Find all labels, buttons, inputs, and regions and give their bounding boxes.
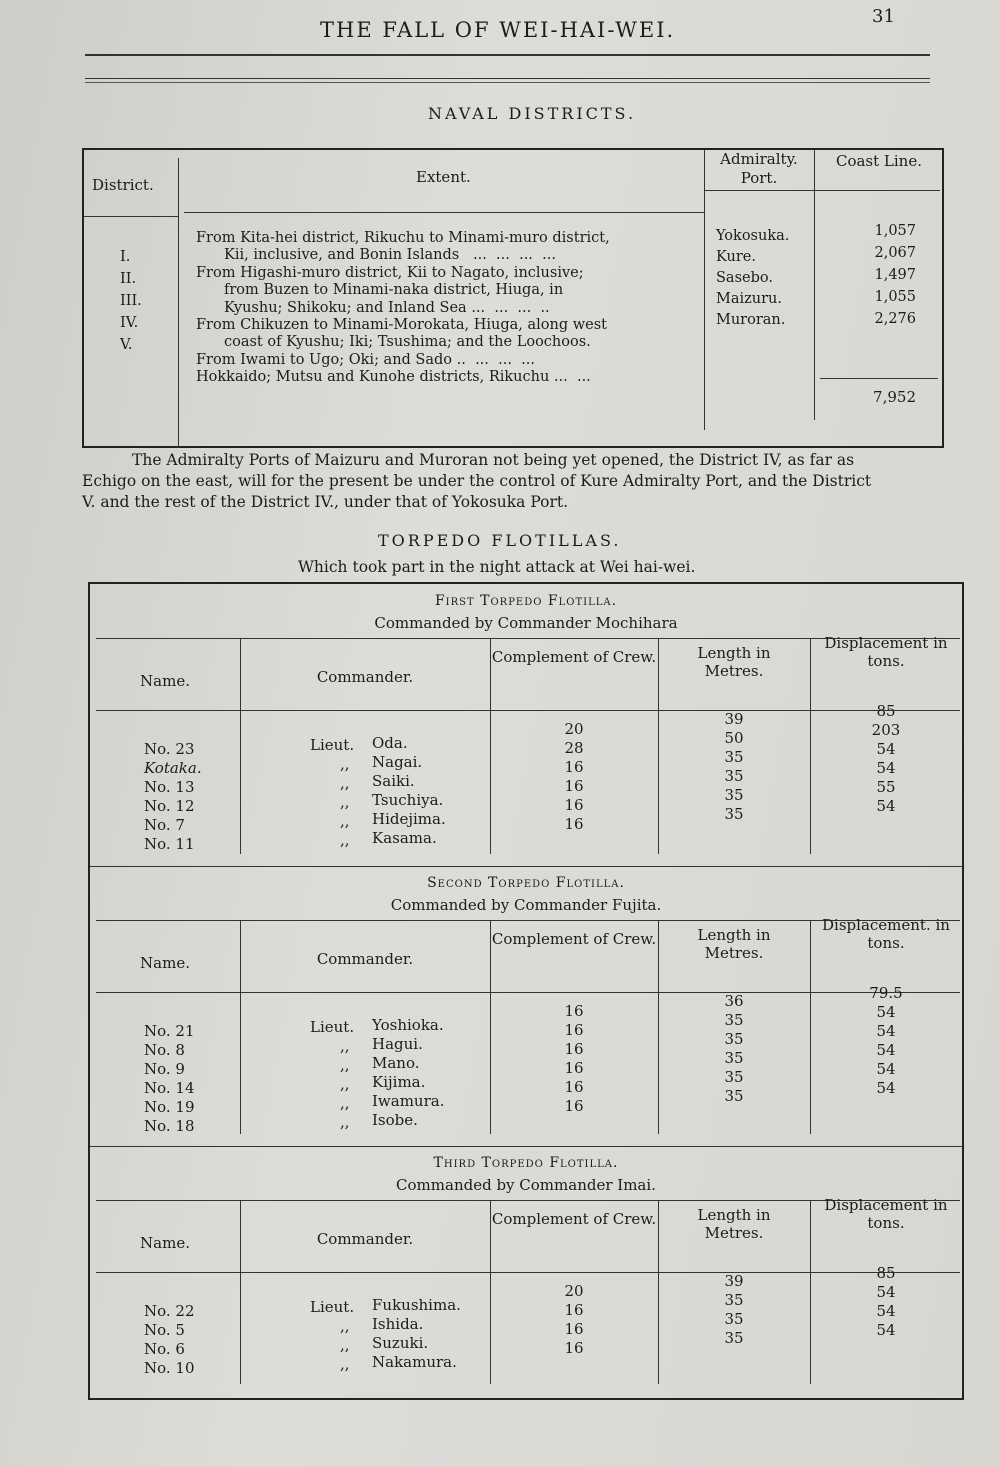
commander-rank: Lieut. (310, 736, 355, 754)
admiralty-port: Maizuru. (716, 291, 782, 307)
commander-name: Tsuchiya. (372, 791, 444, 809)
displacement-value: 54 (876, 759, 896, 777)
vessel-name: No. 18 (144, 1117, 195, 1135)
length-value: 35 (724, 805, 744, 823)
displacement-value: 54 (876, 1302, 896, 1320)
crew-value: 16 (564, 1320, 584, 1338)
commander-name: Isobe. (372, 1111, 418, 1129)
torpedo-flotillas-title: TORPEDO FLOTILLAS. (378, 531, 622, 550)
length-value: 36 (724, 992, 744, 1010)
col-header-name: Name. (140, 954, 190, 972)
displacement-value: 203 (871, 721, 901, 739)
col-header-district: District. (92, 176, 154, 194)
vessel-name: No. 5 (144, 1321, 185, 1339)
commander-rank: Lieut. (310, 1298, 355, 1316)
commander-name: Ishida. (372, 1315, 424, 1333)
flotilla-name: First Torpedo Flotilla. (434, 593, 618, 609)
district-numeral: V. (120, 337, 133, 353)
commander-rank: ,, (340, 793, 350, 811)
vessel-name: No. 7 (144, 816, 185, 834)
extent-line: From Iwami to Ugo; Oki; and Sado .. ... ... ... (196, 351, 535, 368)
vessel-name: No. 13 (144, 778, 195, 796)
district-extent (196, 230, 610, 387)
commander-name: Hidejima. (372, 810, 446, 828)
coast-line-value: 2,067 (874, 245, 916, 261)
length-value: 35 (724, 1011, 744, 1029)
displacement-value: 54 (876, 1041, 896, 1059)
extent-line: From Chikuzen to Minami-Morokata, Hiuga, along west (196, 317, 607, 334)
district-numeral: IV. (120, 315, 139, 331)
naval-note: The Admiralty Ports of Maizuru and Muroran not being yet opened, the District IV, as far as Echigo on the east, will for the present be under the control of Kure Admiralty Port, and the District V. and the rest of the District IV., under that of Yokosuka Port. (82, 451, 872, 511)
naval-districts-table (82, 148, 944, 448)
col-header-coast-line: Coast Line. (835, 152, 922, 170)
length-value: 39 (724, 1272, 744, 1290)
col-header-displacement: Displacement in tons. (824, 1196, 948, 1232)
length-value: 35 (724, 767, 744, 785)
crew-value: 16 (564, 1339, 584, 1357)
col-header-length: Length in Metres. (697, 644, 771, 680)
flotilla-name: Second Torpedo Flotilla. (427, 875, 625, 891)
district-numeral: I. (120, 249, 131, 265)
extent-line: Kii, inclusive, and Bonin Islands ... ... ... ... (224, 247, 556, 264)
crew-value: 20 (564, 720, 584, 738)
length-value: 35 (724, 1068, 744, 1086)
header-rule (85, 78, 930, 79)
displacement-value: 54 (876, 797, 896, 815)
commander-rank: ,, (340, 755, 350, 773)
commander-rank: ,, (340, 1317, 350, 1335)
commander-rank: ,, (340, 1336, 350, 1354)
commander-name: Oda. (372, 734, 408, 752)
vessel-name: No. 14 (144, 1079, 195, 1097)
length-value: 35 (724, 1310, 744, 1328)
extent-line: Hokkaido; Mutsu and Kunohe districts, Rikuchu ... ... (196, 369, 591, 386)
commander-name: Kijima. (372, 1073, 426, 1091)
coast-line-value: 2,276 (874, 311, 916, 327)
vessel-name: No. 12 (144, 797, 195, 815)
commander-rank: ,, (340, 1355, 350, 1373)
vessel-name: No. 10 (144, 1359, 195, 1377)
district-numeral: III. (120, 293, 142, 309)
coast-line-value: 1,055 (874, 289, 916, 305)
commander-name: Hagui. (372, 1035, 423, 1053)
vessel-name: No. 22 (144, 1302, 195, 1320)
admiralty-port: Muroran. (716, 312, 786, 328)
vessel-name: No. 21 (144, 1022, 195, 1040)
extent-line: from Buzen to Minami-naka district, Hiuga, in (224, 282, 564, 299)
commander-name: Iwamura. (372, 1092, 445, 1110)
commander-name: Nakamura. (372, 1353, 457, 1371)
commander-rank: ,, (340, 1094, 350, 1112)
col-header-crew: Complement of Crew. (491, 648, 657, 666)
crew-value: 16 (564, 1002, 584, 1020)
commander-rank: ,, (340, 812, 350, 830)
crew-value: 16 (564, 796, 584, 814)
vessel-name: No. 9 (144, 1060, 185, 1078)
length-value: 35 (724, 1049, 744, 1067)
district-numerals (120, 246, 142, 356)
coast-line-values (824, 220, 916, 330)
column-divider (240, 1200, 241, 1384)
admiralty-port: Sasebo. (716, 270, 773, 286)
vessel-name: No. 8 (144, 1041, 185, 1059)
naval-districts-title: NAVAL DISTRICTS. (428, 104, 637, 123)
flotilla-commander-line: Commanded by Commander Mochihara (374, 614, 678, 632)
flotilla-commander-line: Commanded by Commander Fujita. (390, 896, 662, 914)
col-header-crew: Complement of Crew. (491, 930, 657, 948)
crew-value: 16 (564, 1301, 584, 1319)
length-value: 35 (724, 748, 744, 766)
displacement-value: 54 (876, 1079, 896, 1097)
col-header-extent: Extent. (416, 168, 471, 186)
crew-value: 16 (564, 1021, 584, 1039)
displacement-value: 54 (876, 1022, 896, 1040)
crew-value: 20 (564, 1282, 584, 1300)
displacement-value: 54 (876, 1003, 896, 1021)
crew-value: 16 (564, 758, 584, 776)
length-value: 50 (724, 729, 744, 747)
commander-rank: ,, (340, 831, 350, 849)
crew-value: 16 (564, 1059, 584, 1077)
coast-line-total: 7,952 (873, 388, 916, 406)
displacement-value: 54 (876, 740, 896, 758)
vessel-name: No. 11 (144, 835, 195, 853)
flotilla-name: Third Torpedo Flotilla. (433, 1155, 619, 1171)
length-value: 35 (724, 1291, 744, 1309)
displacement-value: 79.5 (869, 984, 903, 1002)
displacement-value: 85 (876, 702, 896, 720)
torpedo-flotillas-table (88, 582, 964, 1400)
page-number: 31 (872, 6, 895, 27)
flotilla-divider (90, 866, 962, 867)
commander-name: Suzuki. (372, 1334, 429, 1352)
crew-value: 16 (564, 1097, 584, 1115)
col-header-displacement: Displacement. in tons. (822, 916, 950, 952)
extent-line: Kyushu; Shikoku; and Inland Sea ... ... ... .. (224, 299, 550, 316)
col-header-crew: Complement of Crew. (491, 1210, 657, 1228)
length-value: 39 (724, 710, 744, 728)
torpedo-flotillas-subtitle: Which took part in the night attack at Wei hai-wei. (298, 558, 696, 576)
extent-line: From Kita-hei district, Rikuchu to Minami-muro district, (196, 230, 610, 246)
commander-rank: ,, (340, 1075, 350, 1093)
crew-value: 16 (564, 777, 584, 795)
col-header-displacement: Displacement in tons. (824, 634, 948, 670)
extent-line: From Higashi-muro district, Kii to Nagato, inclusive; (196, 264, 584, 281)
col-header-length: Length in Metres. (697, 1206, 771, 1242)
col-header-commander: Commander. (316, 950, 414, 968)
col-header-name: Name. (140, 672, 190, 690)
vessel-name: No. 6 (144, 1340, 185, 1358)
extent-line: coast of Kyushu; Iki; Tsushima; and the Loochoos. (224, 334, 591, 351)
vessel-name: No. 19 (144, 1098, 195, 1116)
displacement-value: 54 (876, 1060, 896, 1078)
commander-rank: ,, (340, 1113, 350, 1131)
vessel-name: No. 23 (144, 740, 195, 758)
length-value: 35 (724, 1030, 744, 1048)
coast-line-value: 1,057 (874, 223, 916, 239)
crew-value: 16 (564, 1040, 584, 1058)
admiralty-port: Kure. (716, 249, 756, 265)
header-rule (85, 82, 930, 83)
flotilla-divider (90, 1146, 962, 1147)
commander-name: Kasama. (372, 829, 437, 847)
crew-value: 28 (564, 739, 584, 757)
running-header-title: THE FALL OF WEI-HAI-WEI. (320, 18, 676, 42)
col-header-commander: Commander. (316, 668, 414, 686)
commander-rank: ,, (340, 1056, 350, 1074)
length-value: 35 (724, 1087, 744, 1105)
crew-value: 16 (564, 815, 584, 833)
displacement-value: 55 (876, 778, 896, 796)
vessel-name: Kotaka. (144, 759, 202, 777)
col-header-admiralty-port: Admiralty. Port. (720, 150, 798, 187)
commander-rank: Lieut. (310, 1018, 355, 1036)
commander-name: Fukushima. (372, 1296, 461, 1314)
commander-rank: ,, (340, 774, 350, 792)
commander-name: Mano. (372, 1054, 420, 1072)
displacement-value: 54 (876, 1321, 896, 1339)
col-header-name: Name. (140, 1234, 190, 1252)
coast-line-value: 1,497 (874, 267, 916, 283)
district-numeral: II. (120, 271, 137, 287)
commander-name: Yoshioka. (372, 1016, 444, 1034)
commander-rank: ,, (340, 1037, 350, 1055)
commander-name: Saiki. (372, 772, 415, 790)
header-rule (85, 54, 930, 56)
commander-name: Nagai. (372, 753, 423, 771)
length-value: 35 (724, 1329, 744, 1347)
admiralty-port: Yokosuka. (716, 228, 790, 244)
col-header-commander: Commander. (316, 1230, 414, 1248)
flotilla-commander-line: Commanded by Commander Imai. (396, 1176, 656, 1194)
crew-value: 16 (564, 1078, 584, 1096)
length-value: 35 (724, 786, 744, 804)
col-header-length: Length in Metres. (697, 926, 771, 962)
displacement-value: 85 (876, 1264, 896, 1282)
displacement-value: 54 (876, 1283, 896, 1301)
admiralty-ports (716, 226, 789, 331)
